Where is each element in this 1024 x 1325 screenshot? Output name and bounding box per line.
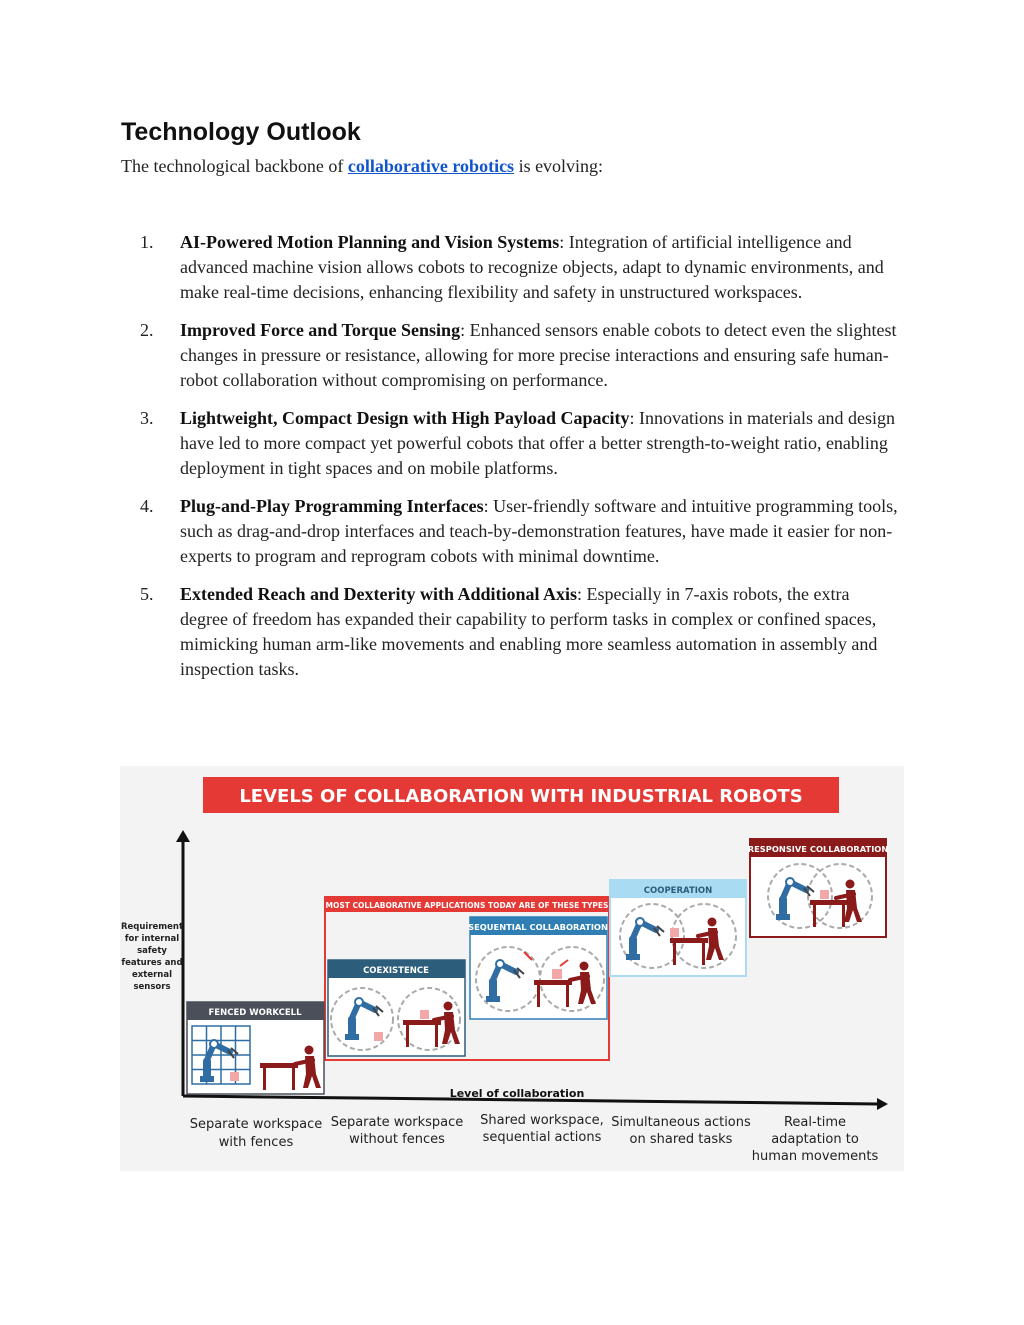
list-number: 1. bbox=[140, 232, 154, 252]
list-item bbox=[121, 318, 901, 393]
intro-paragraph bbox=[121, 156, 603, 177]
stage-responsive-collaboration bbox=[748, 839, 889, 937]
stage-caption: adaptation to bbox=[771, 1132, 859, 1147]
stage-label: COOPERATION bbox=[643, 886, 713, 896]
list-item-text: : Integration of artificial intelligence and advanced machine vision allows cobots to recognize objects, adapt to dynamic environments, and make real-time decisions, enhancing flexibility and safety in unstructured workspaces. bbox=[180, 232, 884, 302]
stage-coexistence bbox=[328, 960, 465, 1056]
y-axis-label-line: external bbox=[132, 970, 172, 980]
list-item-heading: AI-Powered Motion Planning and Vision Systems bbox=[180, 232, 560, 252]
stage-cooperation bbox=[610, 880, 746, 976]
list-item-heading: Improved Force and Torque Sensing bbox=[180, 320, 461, 340]
y-axis-label-line: for internal bbox=[124, 934, 180, 944]
list-item-heading: Lightweight, Compact Design with High Payload Capacity bbox=[180, 408, 630, 428]
stage-label: RESPONSIVE COLLABORATION bbox=[747, 844, 889, 854]
stage-caption: Separate workspace bbox=[330, 1115, 464, 1130]
stage-fenced-workcell bbox=[187, 1002, 324, 1094]
list-item bbox=[121, 582, 901, 682]
collaboration-levels-figure bbox=[120, 766, 904, 1171]
list-item bbox=[121, 406, 901, 481]
list-number: 3. bbox=[140, 408, 154, 428]
x-axis-arrow-icon bbox=[877, 1098, 888, 1110]
highlight-label: MOST COLLABORATIVE APPLICATIONS TODAY ARE OF THESE TYPES bbox=[325, 901, 609, 910]
page-title: Technology Outlook bbox=[121, 118, 361, 146]
intro-text-before: The technological backbone of bbox=[121, 156, 348, 176]
y-axis-label-line: Requirement bbox=[120, 922, 184, 932]
list-item-text: : Especially in 7-axis robots, the extra degree of freedom has expanded their capability to perform tasks in complex or confined spaces, mimicking human arm-like movements and enabling more seamless automation in assembly and inspection tasks. bbox=[180, 584, 878, 679]
y-axis-label-line: safety bbox=[137, 946, 167, 956]
y-axis-label-line: features and bbox=[121, 958, 183, 968]
stage-label: COEXISTENCE bbox=[363, 966, 429, 976]
y-axis-arrow-icon bbox=[176, 830, 190, 842]
figure-banner-text: LEVELS OF COLLABORATION WITH INDUSTRIAL ROBOTS bbox=[239, 786, 803, 807]
list-item-heading: Extended Reach and Dexterity with Additional Axis bbox=[180, 584, 578, 604]
stage-caption: Simultaneous actions bbox=[611, 1115, 751, 1130]
list-item-heading: Plug-and-Play Programming Interfaces bbox=[180, 496, 484, 516]
list-item bbox=[121, 230, 901, 305]
stage-caption: Real-time bbox=[783, 1115, 847, 1130]
x-axis-label: Level of collaboration bbox=[449, 1087, 585, 1100]
stage-caption: on shared tasks bbox=[629, 1132, 733, 1147]
figure-canvas bbox=[120, 766, 904, 1171]
collaborative-robotics-link[interactable]: collaborative robotics bbox=[347, 156, 515, 176]
list-number: 2. bbox=[140, 320, 154, 340]
y-axis-label bbox=[121, 922, 183, 992]
list-number: 4. bbox=[140, 496, 154, 516]
technology-list bbox=[121, 230, 901, 695]
stage-caption: with fences bbox=[218, 1135, 294, 1150]
list-item-text: : User-friendly software and intuitive programming tools, such as drag-and-drop interfaces and teach-by-demonstration features, have made it easier for non-experts to program and reprogram cobots with minimal downtime. bbox=[180, 496, 898, 566]
list-item-text: : Enhanced sensors enable cobots to detect even the slightest changes in pressure or resistance, allowing for more precise interactions and ensuring safe human-robot collaboration without compromising on performance. bbox=[180, 320, 897, 390]
list-number: 5. bbox=[140, 584, 154, 604]
stage-caption: human movements bbox=[751, 1149, 879, 1164]
intro-text-after: is evolving: bbox=[514, 156, 604, 176]
stage-caption: Separate workspace bbox=[189, 1117, 323, 1132]
y-axis-label-line: sensors bbox=[133, 982, 171, 992]
stage-label: FENCED WORKCELL bbox=[208, 1008, 302, 1018]
stage-captions bbox=[190, 1113, 879, 1164]
stage-caption: sequential actions bbox=[482, 1130, 602, 1145]
list-item bbox=[121, 494, 901, 569]
stage-caption: Shared workspace, bbox=[480, 1113, 604, 1128]
list-item-text: : Innovations in materials and design have led to more compact yet powerful cobots that offer a better strength-to-weight ratio, enabling deployment in tight spaces and on mobile platforms. bbox=[180, 408, 895, 478]
stage-sequential-collaboration bbox=[468, 917, 608, 1019]
stage-caption: without fences bbox=[349, 1132, 445, 1147]
stage-label: SEQUENTIAL COLLABORATION bbox=[468, 922, 608, 932]
